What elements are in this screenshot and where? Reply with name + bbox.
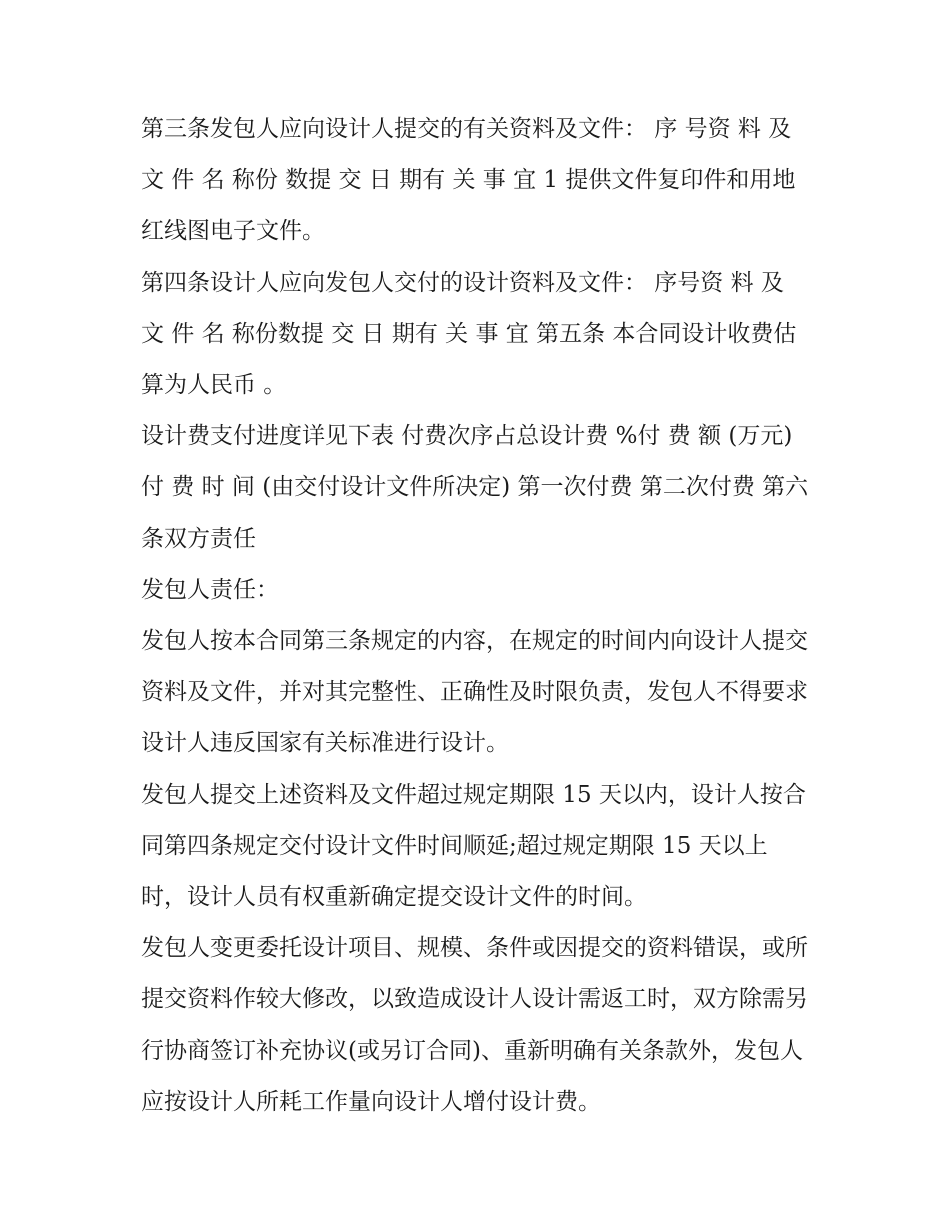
paragraph-payment-schedule: 设计费支付进度详见下表 付费次序占总设计费 %付 费 额 (万元)付 费 时 间 (由交付设计文件所决定) 第一次付费 第二次付费 第六条双方责任 (141, 423, 809, 552)
paragraph-employer-duty-2: 发包人提交上述资料及文件超过规定期限 15 天以内，设计人按合同第四条规定交付设计文件时间顺延;超过规定期限 15 天以上时，设计人员有权重新确定提交设计文件的时间。 (141, 781, 806, 911)
paragraph-article-3: 第三条发包人应向设计人提交的有关资料及文件： 序 号资 料 及 文 件 名 称份 数提 交 日 期有 关 事 宜 1 提供文件复印件和用地红线图电子文件。 (141, 116, 796, 245)
paragraph-employer-duty-3: 发包人变更委托设计项目、规模、条件或因提交的资料错误，或所提交资料作较大修改，以致造成设计人设计需返工时，双方除需另行协商签订补充协议(或另订合同)、重新明确有关条款外，发包人应按设计人所耗工作量向设计人增付设计费。 (141, 935, 808, 1115)
paragraph-article-4: 第四条设计人应向发包人交付的设计资料及文件： 序号资 料 及 文 件 名 称份数提 交 日 期有 关 事 宜 第五条 本合同设计收费估算为人民币 。 (141, 269, 797, 399)
paragraph-employer-duties-heading: 发包人责任： (141, 576, 279, 603)
paragraph-employer-duty-1: 发包人按本合同第三条规定的内容，在规定的时间内向设计人提交资料及文件，并对其完整性、正确性及时限负责，发包人不得要求设计人违反国家有关标准进行设计。 (141, 628, 808, 757)
document-body (141, 104, 809, 1128)
